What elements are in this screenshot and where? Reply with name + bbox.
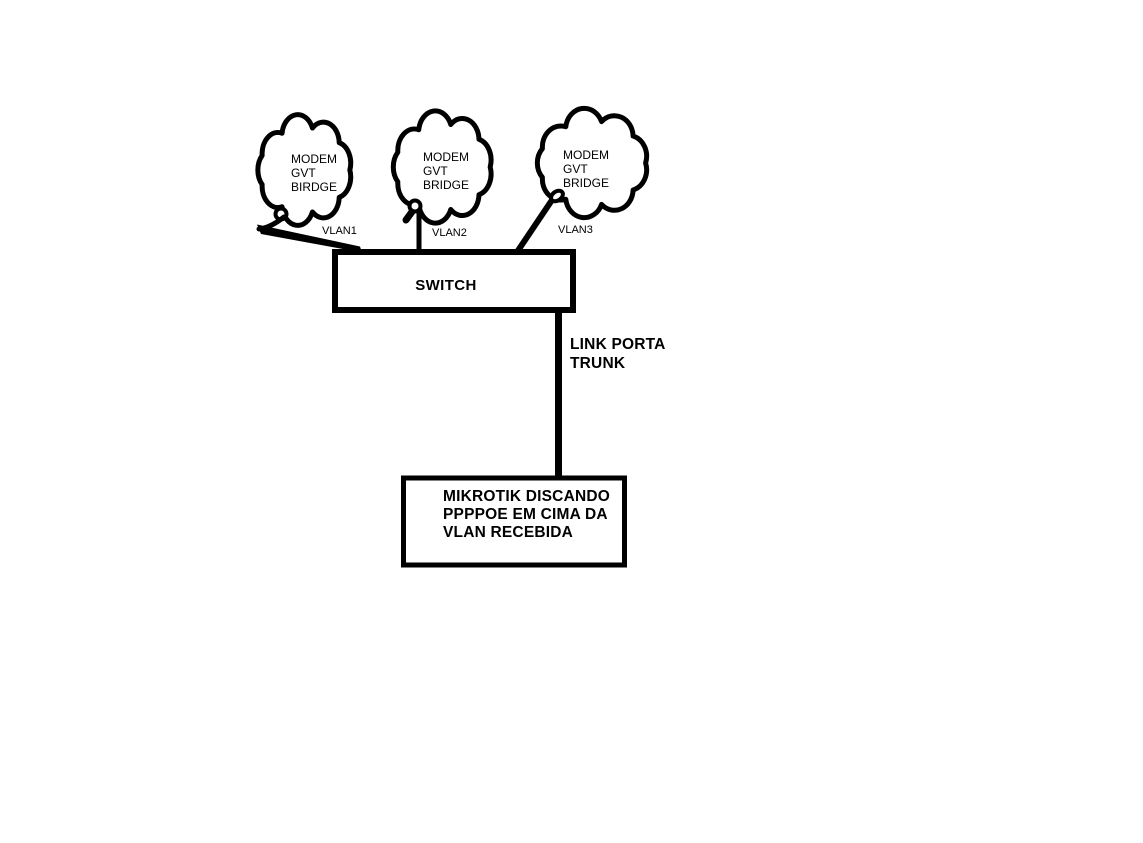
cloud-2-label-line-2: GVT [423, 164, 448, 178]
modem-cloud-2 [393, 111, 491, 255]
cloud-1-label-line-3: BIRDGE [291, 180, 338, 194]
switch-node [335, 252, 573, 310]
switch-label: SWITCH [415, 277, 477, 294]
cloud-3-label-line-3: BRIDGE [563, 176, 610, 190]
vlan2-label: VLAN2 [432, 227, 467, 239]
cloud-1-label-line-2: GVT [291, 166, 316, 180]
cloud-3-label-line-1: MODEM [563, 148, 609, 162]
mikrotik-label-line-2: PPPPOE EM CIMA DA [443, 506, 608, 523]
modem-cloud-3 [513, 108, 647, 258]
trunk-label-line-2: TRUNK [570, 355, 626, 372]
cloud-2-label-line-3: BRIDGE [423, 178, 470, 192]
modem-cloud-1 [257, 115, 362, 253]
cloud-1-label-line-1: MODEM [291, 152, 337, 166]
vlan3-label: VLAN3 [558, 224, 593, 236]
cloud-2-label-line-1: MODEM [423, 150, 469, 164]
cloud-3-label-line-2: GVT [563, 162, 588, 176]
cloud-2-tail-bubble [410, 201, 421, 212]
vlan1-label: VLAN1 [322, 225, 357, 237]
trunk-link [559, 298, 666, 478]
mikrotik-node [404, 478, 625, 565]
mikrotik-label-line-1: MIKROTIK DISCANDO [443, 488, 611, 505]
trunk-label-line-1: LINK PORTA [570, 336, 666, 353]
mikrotik-label-line-3: VLAN RECEBIDA [443, 524, 574, 541]
